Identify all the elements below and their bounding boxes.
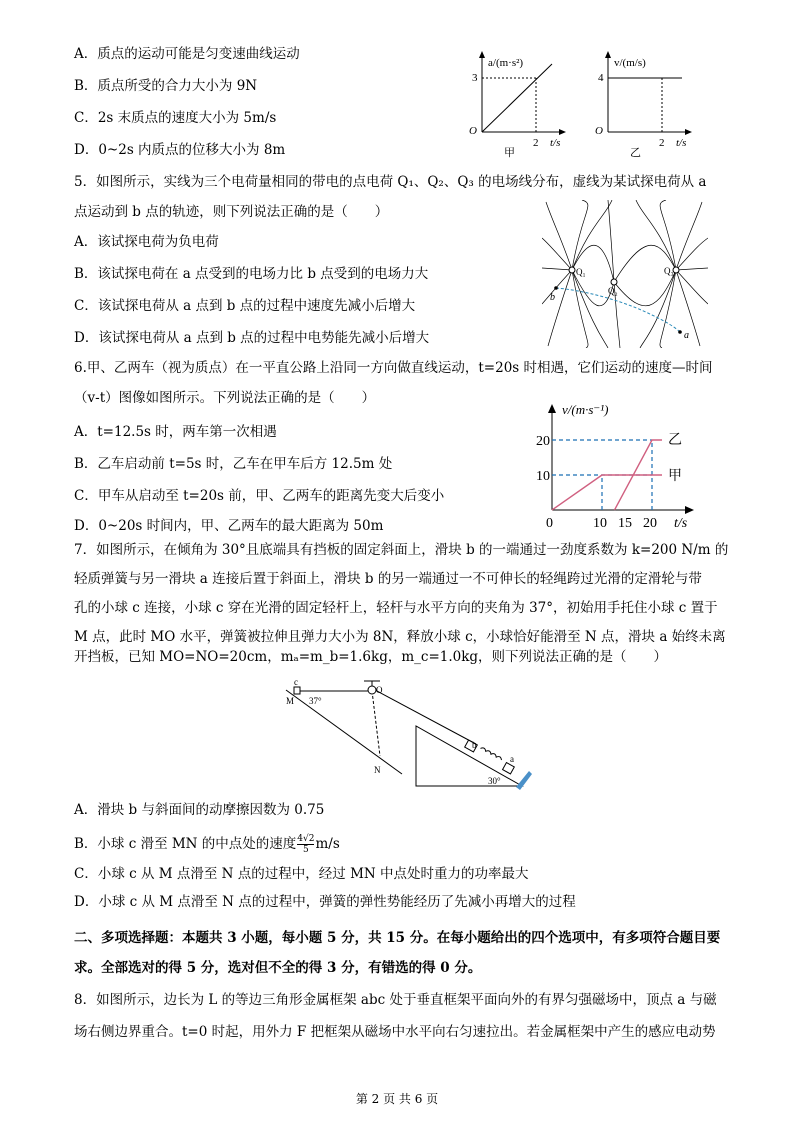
- yi-y-arrow: [605, 51, 611, 58]
- q7-option-b: [74, 834, 340, 855]
- field-lines: [542, 200, 708, 348]
- q5-stem-1: 5．如图所示，实线为三个电荷量相同的带电的点电荷 Q₁、Q₂、Q₃ 的电场线分布，虚线为某试探电荷从 a: [74, 174, 707, 190]
- q1-label: Q₁: [576, 267, 586, 277]
- q6-option-a: A．t=12.5s 时，两车第一次相遇: [74, 424, 277, 440]
- yi-x-tick: 2: [659, 137, 665, 149]
- velocity-unit: m/s: [315, 836, 340, 852]
- yi-x-arrow: [685, 129, 692, 135]
- yi-origin: O: [595, 125, 603, 137]
- point-a: [678, 330, 682, 334]
- q8-line-1: 8．如图所示，边长为 L 的等边三角形金属框架 abc 处于垂直框架平面向外的有界匀强磁场中，顶点 a 与磁: [74, 992, 717, 1008]
- q4-option-a: A．质点的运动可能是匀变速曲线运动: [74, 46, 300, 62]
- jia-line: [482, 64, 552, 132]
- rope-ob: [375, 690, 476, 744]
- q6-option-b: B．乙车启动前 t=5s 时，乙车在甲车后方 12.5m 处: [74, 456, 393, 472]
- q4-option-c: C．2s 末质点的速度大小为 5m/s: [74, 110, 277, 126]
- m-label: M: [286, 696, 295, 706]
- rope-on: [372, 691, 380, 756]
- vt-ylabel: v/(m·s⁻¹): [562, 402, 609, 417]
- a-label: a: [684, 330, 689, 341]
- fraction-numerator: 4√2: [297, 834, 315, 844]
- q7-option-c: C．小球 c 从 M 点滑至 N 点的过程中，经过 MN 中点处时重力的功率最大: [74, 866, 529, 882]
- vt-xlabel: t/s: [674, 516, 688, 531]
- jia-origin: O: [469, 125, 477, 137]
- figure-yi: [592, 50, 704, 162]
- q6-option-c: C．甲车从启动至 t=20s 前，甲、乙两车的距离先变大后变小: [74, 488, 445, 504]
- q5-option-b: B．该试探电荷在 a 点受到的电场力比 b 点受到的电场力大: [74, 266, 429, 282]
- jia-x-arrow: [559, 129, 566, 135]
- rod: [286, 690, 402, 774]
- a-block-label: a: [510, 754, 514, 764]
- jia-xlabel: t/s: [550, 137, 561, 149]
- incline: [416, 726, 522, 786]
- point-b: [554, 286, 558, 290]
- q2-charge: [611, 279, 617, 285]
- o-label: O: [376, 685, 383, 695]
- jia-y-arrow: [479, 51, 485, 58]
- q7-line-2: 轻质弹簧与另一滑块 a 连接后置于斜面上，滑块 b 的另一端通过一不可伸长的轻绳跨过光滑的定滑轮与带: [74, 571, 702, 587]
- vt-y-arrow: [548, 404, 556, 413]
- q6-option-d: D．0~20s 时间内，甲、乙两车的最大距离为 50m: [74, 518, 384, 534]
- section2-heading-1: 二、多项选择题：本题共 3 小题，每小题 5 分，共 15 分。在每小题给出的四个选项中，有多项符合题目要: [74, 930, 721, 946]
- q7-option-b-text: B．小球 c 滑至 MN 的中点处的速度: [74, 836, 297, 852]
- q7-line-5: 开挡板，已知 MO=NO=20cm，mₐ=m_b=1.6kg，m_c=1.0kg，则下列说法正确的是（ ）: [74, 649, 668, 665]
- q4-option-b: B．质点所受的合力大小为 9N: [74, 78, 258, 94]
- q6-stem-1: 6.甲、乙两车（视为质点）在一平直公路上沿同一方向做直线运动，t=20s 时相遇，它们运动的速度—时间: [74, 360, 713, 376]
- yi-ylabel: v/(m/s): [614, 57, 646, 69]
- angle-37-label: 37°: [309, 696, 322, 706]
- q4-option-d: D．0~2s 内质点的位移大小为 8m: [74, 142, 286, 158]
- pulley: [368, 686, 376, 694]
- yi-xlabel: t/s: [676, 137, 687, 149]
- figure-jia: [466, 50, 578, 162]
- n-label: N: [374, 765, 381, 775]
- q5-stem-2: 点运动到 b 点的轨迹，则下列说法正确的是（ ）: [74, 204, 389, 220]
- spring: [480, 747, 502, 760]
- jia-y-tick: 3: [472, 72, 478, 84]
- q5-option-d: D．该试探电荷从 a 点到 b 点的过程中电势能先减小后增大: [74, 330, 430, 346]
- jia-ylabel: a/(m·s²): [488, 57, 524, 69]
- velocity-fraction: [297, 834, 314, 855]
- b-block-label: b: [472, 740, 477, 750]
- b-label: b: [550, 292, 555, 303]
- vt-series-jia-label: 甲: [668, 469, 682, 484]
- ball-c: [294, 687, 300, 694]
- vt-x-arrow: [685, 506, 694, 514]
- vt-x-tick-15: 15: [618, 516, 632, 531]
- q7-line-1: 7．如图所示，在倾角为 30°且底端具有挡板的固定斜面上，滑块 b 的一端通过一劲度系数为 k=200 N/m 的: [74, 542, 729, 558]
- q7-option-d: D．小球 c 从 M 点滑至 N 点的过程中，弹簧的弹性势能经历了先减小再增大的过程: [74, 894, 576, 910]
- vt-series-line-0: [552, 475, 662, 510]
- q8-line-2: 场右侧边界重合。t=0 时起，用外力 F 把框架从磁场中水平向右匀速拉出。若金属框架中产生的感应电动势: [74, 1024, 716, 1040]
- yi-y-tick: 4: [598, 72, 604, 84]
- vt-x-tick-20: 20: [643, 516, 657, 531]
- q5-option-c: C．该试探电荷从 a 点到 b 点的过程中速度先减小后增大: [74, 298, 416, 314]
- jia-caption: 甲: [504, 147, 515, 159]
- q3-label: Q₃: [664, 266, 674, 276]
- vt-series-yi-label: 乙: [668, 433, 682, 448]
- q1-charge: [569, 267, 575, 273]
- c-label: c: [294, 677, 298, 687]
- vt-origin: 0: [546, 516, 553, 531]
- fraction-denominator: 5: [303, 845, 309, 855]
- figure-incline: [276, 676, 536, 794]
- q7-line-3: 孔的小球 c 连接，小球 c 穿在光滑的固定轻杆上，轻杆与水平方向的夹角为 37°，初始用手托住小球 c 置于: [74, 600, 718, 616]
- section2-heading-2: 求。全部选对的得 5 分，选对但不全的得 3 分，有错选的得 0 分。: [74, 960, 482, 976]
- vt-y-tick-20: 20: [536, 434, 550, 449]
- vt-x-tick-10: 10: [593, 516, 607, 531]
- q7-option-a: A．滑块 b 与斜面间的动摩擦因数为 0.75: [74, 802, 325, 818]
- q7-line-4: M 点，此时 MO 水平，弹簧被拉伸且弹力大小为 8N，释放小球 c，小球恰好能滑至 N 点，滑块 a 始终未离: [74, 629, 726, 645]
- yi-caption: 乙: [630, 147, 641, 159]
- angle-30-label: 30°: [488, 776, 501, 786]
- q3-charge: [673, 267, 679, 273]
- jia-x-tick: 2: [533, 137, 539, 149]
- vt-y-tick-10: 10: [536, 469, 550, 484]
- q5-option-a: A．该试探电荷为负电荷: [74, 234, 219, 250]
- q6-stem-2: （v-t）图像如图所示。下列说法正确的是（ ）: [74, 390, 376, 406]
- block-a: [503, 763, 515, 774]
- figure-field-lines: [542, 200, 708, 348]
- figure-vt-chart: [536, 400, 716, 532]
- barrier: [516, 771, 532, 790]
- page-footer: 第 2 页 共 6 页: [355, 1092, 439, 1106]
- q2-label: Q₂: [608, 286, 618, 296]
